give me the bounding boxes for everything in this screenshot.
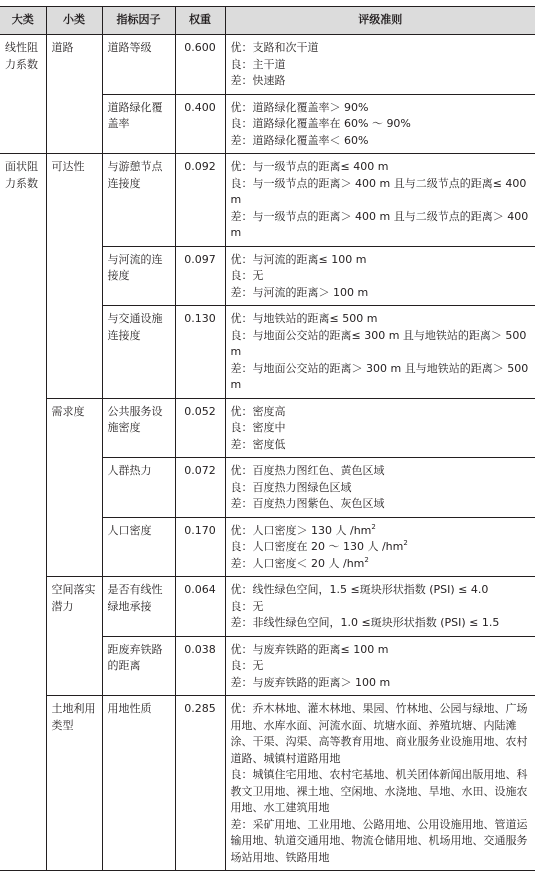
criteria-poor: 差：与一级节点的距离＞ 400 m 且与二级节点的距离＞ 400 m <box>230 209 532 239</box>
header-weight: 权重 <box>175 7 225 35</box>
criteria-cell <box>225 306 535 399</box>
criteria-poor: 差：与地面公交站的距离＞ 300 m 且与地铁站的距离＞ 500 m <box>230 361 532 391</box>
criteria-fair <box>231 539 533 556</box>
criteria-fair: 良：百度热力图绿色区域 <box>230 480 352 494</box>
weight-cell: 0.170 <box>175 517 225 577</box>
criteria-fair: 良：无 <box>230 269 264 282</box>
subcategory-cell: 可达性 <box>46 154 102 399</box>
subcategory-cell: 土地利用类型 <box>46 696 102 871</box>
indicator-cell: 道路等级 <box>102 35 175 95</box>
criteria-good: 优：与一级节点的距离≤ 400 m <box>230 160 389 173</box>
criteria-poor: 差：与废弃铁路的距离＞ 100 m <box>230 675 391 689</box>
criteria-cell <box>225 458 535 518</box>
criteria-good: 优：道路绿化覆盖率＞ 90% <box>230 100 369 114</box>
criteria-poor: 差：百度热力图紫色、灰色区域 <box>230 497 385 510</box>
header-criteria: 评级准则 <box>225 7 535 35</box>
criteria-cell <box>225 696 535 871</box>
criteria-fair: 良：无 <box>230 659 264 672</box>
criteria-cell <box>225 154 535 247</box>
subcategory-cell: 道路 <box>46 35 102 154</box>
indicator-cell: 与游憩节点连接度 <box>102 154 175 247</box>
criteria-good: 优：与河流的距离≤ 100 m <box>230 252 367 266</box>
criteria-good <box>231 523 533 540</box>
criteria-poor: 差：密度低 <box>230 437 286 451</box>
table-row <box>0 35 535 95</box>
criteria-good: 优：乔木林地、灌木林地、果园、竹林地、公园与绿地、广场用地、水库水面、河流水面、坑塘水面、养殖坑塘、内陆滩涂、干渠、沟渠、高等教育用地、商业服务业设施用地、农村道路、城镇村道路用地 <box>230 702 528 765</box>
table-row <box>0 696 535 871</box>
evaluation-criteria-table <box>0 6 535 871</box>
indicator-cell: 公共服务设施密度 <box>102 398 175 458</box>
criteria-poor: 差：快速路 <box>230 74 286 87</box>
weight-cell: 0.038 <box>175 636 225 696</box>
indicator-cell: 用地性质 <box>102 696 175 871</box>
indicator-cell: 是否有线性绿地承接 <box>102 577 175 637</box>
criteria-poor <box>231 556 533 573</box>
weight-cell: 0.052 <box>175 398 225 458</box>
table-row <box>0 398 535 458</box>
category-cell: 线性阻力系数 <box>0 35 46 154</box>
header-category: 大类 <box>0 7 46 35</box>
indicator-cell: 距废弃铁路的距离 <box>102 636 175 696</box>
criteria-text: 差：人口密度＜ 20 人 /hm <box>230 556 365 570</box>
indicator-cell: 人群热力 <box>102 458 175 518</box>
weight-cell: 0.600 <box>175 35 225 95</box>
unit-superscript: 2 <box>364 555 369 564</box>
header-indicator: 指标因子 <box>102 7 175 35</box>
criteria-good: 优：与废弃铁路的距离≤ 100 m <box>230 642 389 656</box>
criteria-cell <box>225 636 535 696</box>
criteria-fair: 良：密度中 <box>230 421 286 434</box>
criteria-good: 优：线性绿色空间，1.5 ≤斑块形状指数 (PSI) ≤ 4.0 <box>230 583 489 596</box>
indicator-cell: 与交通设施连接度 <box>102 306 175 399</box>
criteria-poor: 差：道路绿化覆盖率＜ 60% <box>230 133 369 147</box>
criteria-fair: 良：与一级节点的距离＞ 400 m 且与二级节点的距离≤ 400 m <box>230 176 530 206</box>
criteria-poor: 差：采矿用地、工业用地、公路用地、公用设施用地、管道运输用地、轨道交通用地、物流仓储用地、机场用地、交通服务场站用地、铁路用地 <box>230 817 528 864</box>
indicator-cell: 道路绿化覆盖率 <box>102 94 175 154</box>
weight-cell: 0.097 <box>175 246 225 306</box>
criteria-fair: 良：主干道 <box>230 57 286 71</box>
category-cell: 面状阻力系数 <box>0 154 46 871</box>
unit-superscript: 2 <box>371 522 376 531</box>
header-subcategory: 小类 <box>46 7 102 35</box>
subcategory-cell: 空间落实潜力 <box>46 577 102 696</box>
criteria-good: 优：与地铁站的距离≤ 500 m <box>230 312 378 325</box>
criteria-fair: 良：与地面公交站的距离≤ 300 m 且与地铁站的距离＞ 500 m <box>230 328 530 358</box>
unit-superscript: 2 <box>403 539 408 547</box>
indicator-cell: 与河流的连接度 <box>102 246 175 306</box>
criteria-text: 良：人口密度在 20 ～ 130 人 /hm <box>230 540 404 553</box>
criteria-cell <box>225 35 535 95</box>
weight-cell: 0.064 <box>175 577 225 637</box>
criteria-fair: 良：无 <box>230 599 264 613</box>
criteria-good: 优：百度热力图红色、黄色区域 <box>230 464 385 477</box>
weight-cell: 0.285 <box>175 696 225 871</box>
criteria-poor: 差：与河流的距离＞ 100 m <box>230 285 369 299</box>
table-row <box>0 154 535 247</box>
criteria-cell <box>225 398 535 458</box>
criteria-cell <box>225 94 535 154</box>
indicator-cell: 人口密度 <box>102 517 175 577</box>
criteria-cell <box>225 517 535 577</box>
weight-cell: 0.130 <box>175 306 225 399</box>
criteria-cell <box>225 246 535 306</box>
weight-cell: 0.092 <box>175 154 225 247</box>
criteria-good: 优：密度高 <box>230 404 286 418</box>
table-header-row <box>0 7 535 35</box>
table-row <box>0 577 535 637</box>
criteria-fair: 良：道路绿化覆盖率在 60% ～ 90% <box>230 117 411 130</box>
weight-cell: 0.072 <box>175 458 225 518</box>
subcategory-cell: 需求度 <box>46 398 102 577</box>
weight-cell: 0.400 <box>175 94 225 154</box>
criteria-fair: 良：城镇住宅用地、农村宅基地、机关团体新闻出版用地、科教文卫用地、裸土地、空闲地、水浇地、旱地、水田、设施农用地、水工建筑用地 <box>230 768 528 814</box>
criteria-poor: 差：非线性绿色空间，1.0 ≤斑块形状指数 (PSI) ≤ 1.5 <box>230 616 500 629</box>
criteria-text: 优：人口密度＞ 130 人 /hm <box>230 523 372 537</box>
criteria-good: 优：支路和次干道 <box>230 41 319 54</box>
criteria-cell <box>225 577 535 637</box>
